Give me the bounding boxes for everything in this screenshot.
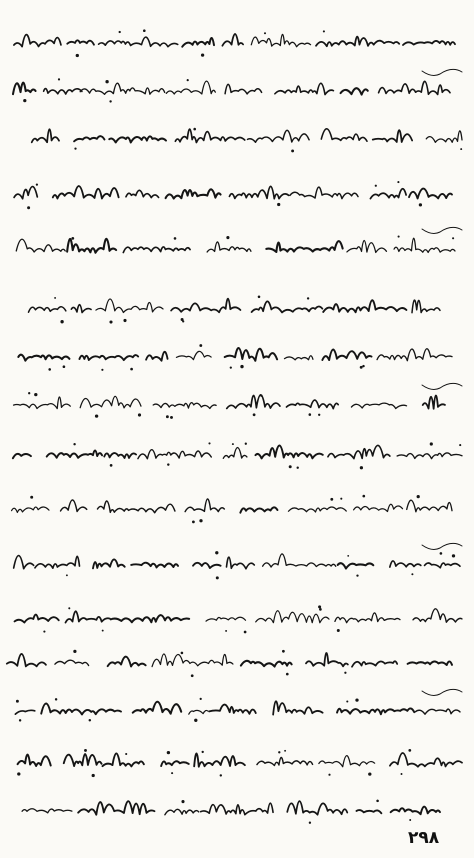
script-stroke [256,611,329,623]
script-stroke [423,396,445,409]
script-stroke [152,654,233,667]
script-dot [289,465,292,468]
marginal-note-stroke [422,689,462,695]
script-dot [68,607,70,609]
script-stroke [225,84,262,94]
script-stroke [32,129,59,142]
script-dot [244,631,247,634]
script-dot [34,393,37,396]
script-dot [109,100,111,102]
script-dot [309,822,311,824]
script-stroke [390,753,462,767]
script-dot [181,800,184,803]
script-dot [110,464,113,467]
script-dot [319,608,322,611]
script-stroke [123,247,190,253]
script-stroke [47,450,102,457]
script-stroke [138,450,211,459]
script-dot [375,185,377,187]
script-stroke [319,756,375,767]
script-stroke [225,348,277,361]
script-dot [408,749,411,752]
script-stroke [248,130,310,142]
marginal-note-stroke [422,543,462,549]
script-dot [330,498,333,501]
script-dot [253,413,256,416]
script-dot [73,443,75,445]
script-dot [360,366,363,369]
script-dot [232,443,234,445]
script-stroke [287,801,347,815]
script-dot [397,181,399,183]
script-dot [401,773,403,775]
script-stroke [223,448,247,459]
script-dot [278,751,280,753]
script-stroke [240,507,277,512]
script-stroke [175,129,244,142]
script-dot [282,650,285,653]
script-dot [460,148,462,150]
script-dot [355,698,358,701]
script-stroke [55,660,89,665]
script-dot [417,495,420,498]
script-stroke [227,395,280,409]
script-stroke [194,753,245,766]
script-dot [130,368,133,371]
script-stroke [67,40,94,44]
script-stroke [337,708,414,714]
script-dot [398,236,400,238]
script-dot [66,574,68,576]
script-stroke [338,563,374,568]
script-stroke [286,400,338,409]
script-stroke [44,89,82,94]
script-dot [60,320,63,323]
script-dot [109,320,112,323]
script-stroke [15,615,59,623]
script-stroke [78,801,154,815]
script-stroke [201,803,273,815]
script-stroke [351,403,406,408]
script-stroke [80,83,164,94]
script-stroke [74,136,104,141]
script-stroke [285,356,313,360]
script-dot [368,772,371,775]
script-stroke [171,299,240,313]
script-dot [360,466,363,469]
script-stroke [335,613,400,623]
script-dot [200,698,202,700]
script-stroke [35,556,80,568]
script-stroke [241,661,292,667]
script-stroke [407,500,452,512]
script-stroke [409,189,452,199]
script-stroke [373,130,412,142]
script-stroke [109,136,166,142]
script-stroke [165,809,199,814]
script-dot [277,203,280,206]
script-dot [226,236,229,239]
script-stroke [412,300,440,313]
script-stroke [182,38,214,47]
script-dot [245,443,247,445]
script-dot [297,467,299,469]
script-stroke [14,187,37,199]
script-dot [346,700,348,702]
script-stroke [206,617,245,621]
script-dot [30,496,33,499]
script-stroke [53,186,119,198]
script-dot [16,700,19,703]
script-dot [225,630,227,632]
script-stroke [341,88,368,94]
script-dot [344,672,346,674]
script-dot [23,99,26,102]
script-stroke [80,396,141,408]
script-dot [84,749,87,752]
script-dot [318,605,321,608]
script-stroke [377,349,452,361]
script-dot [187,79,189,81]
script-stroke [290,187,358,198]
script-dot [307,297,309,299]
script-dot [63,365,66,368]
script-stroke [266,241,342,252]
script-stroke [166,81,215,94]
script-stroke [255,446,322,459]
script-dot [73,650,76,653]
script-dot [291,149,294,152]
script-stroke [425,563,460,568]
page-number: ٢٩٨ [408,828,440,848]
script-dot [220,774,222,776]
script-dot [54,297,56,299]
script-dot [216,576,219,579]
script-stroke [251,34,310,46]
script-dot [208,442,210,444]
script-dot [95,414,98,417]
script-dot [167,463,169,465]
script-dot [125,753,127,755]
script-dot [362,365,364,367]
script-dot [123,319,126,322]
script-stroke [193,563,221,568]
script-stroke [323,300,406,312]
script-stroke [61,500,87,512]
script-dot [318,414,320,416]
script-stroke [22,809,72,813]
script-stroke [275,83,334,94]
marginal-note-stroke [422,227,462,233]
script-dot [459,444,461,446]
script-stroke [316,37,399,47]
script-dot [328,774,330,776]
script-stroke [108,657,146,667]
script-stroke [14,397,71,409]
script-dot [199,519,202,522]
script-stroke [64,754,102,766]
script-dot [143,29,146,32]
script-dot [258,296,261,299]
script-stroke [99,37,178,47]
script-stroke [97,501,174,513]
script-stroke [67,239,116,253]
script-stroke [161,761,189,766]
script-stroke [13,454,31,458]
script-stroke [263,554,336,567]
script-stroke [16,239,65,252]
script-dot [356,574,358,576]
script-stroke [146,352,167,361]
script-stroke [426,131,462,142]
script-stroke [352,661,397,666]
script-dot [309,413,312,416]
script-stroke [15,710,34,714]
script-stroke [356,810,381,813]
script-dot [138,413,141,416]
script-dot [119,31,121,33]
script-dot [27,206,30,209]
script-stroke [153,403,216,409]
script-dot [92,774,95,777]
script-dot [323,30,325,32]
script-dot [337,629,340,632]
script-dot [181,318,184,321]
script-stroke [229,186,288,198]
script-dot [192,521,195,524]
script-stroke [370,189,406,199]
script-dot [19,719,21,721]
script-stroke [403,41,455,45]
script-dot [170,416,173,419]
script-stroke [189,710,208,714]
script-dot [55,698,57,700]
script-stroke [79,355,138,360]
script-stroke [226,557,254,569]
script-stroke [126,190,159,197]
script-stroke [65,611,110,622]
script-dot [193,128,196,131]
script-dot [452,237,454,239]
script-dot [199,344,202,347]
script-stroke [185,499,224,512]
script-stroke [288,507,346,512]
script-dot [440,552,443,555]
script-stroke [14,556,34,569]
script-dot [102,630,104,632]
script-dot [181,652,184,655]
script-dot [76,54,79,57]
script-stroke [102,753,143,766]
script-dot [240,365,243,368]
script-stroke [18,355,69,361]
script-stroke [104,453,136,458]
script-stroke [111,615,189,622]
script-stroke [41,704,121,715]
script-stroke [390,561,421,567]
script-stroke [273,701,323,714]
script-dot [362,495,365,498]
script-dot [376,800,379,803]
script-dot [215,551,218,554]
script-dot [191,674,194,677]
script-stroke [252,301,323,312]
script-dot [409,819,411,821]
script-dot [89,719,91,721]
script-dot [411,573,413,575]
script-stroke [133,702,181,714]
script-dot [48,368,51,371]
script-stroke [96,299,163,313]
script-dot [74,147,76,149]
script-dot [260,395,262,397]
script-dot [43,631,45,633]
script-stroke [28,307,65,312]
script-dot [71,237,74,240]
script-stroke [408,661,452,665]
script-stroke [93,559,125,568]
script-stroke [71,305,91,313]
script-dot [17,772,20,775]
script-stroke [306,653,348,666]
script-stroke [391,807,440,815]
script-dot [347,555,349,557]
script-dot [340,498,342,500]
script-stroke [354,504,403,511]
script-dot [201,53,204,56]
script-stroke [397,453,462,459]
script-stroke [18,755,51,766]
script-dot [105,80,108,83]
script-dot [230,366,232,368]
script-dot [174,237,177,240]
script-stroke [347,240,387,252]
marginal-note-stroke [422,383,462,389]
script-dot [419,203,422,206]
script-stroke [166,189,221,198]
script-dot [452,554,455,557]
script-dot [167,751,170,754]
script-stroke [222,34,243,46]
script-stroke [328,445,390,458]
script-stroke [379,81,450,94]
script-stroke [7,654,46,666]
script-stroke [12,507,49,512]
script-stroke [209,705,256,714]
script-dot [286,673,289,676]
script-dot [430,442,433,445]
script-dot [58,78,60,80]
script-dot [166,415,169,418]
script-dot [36,183,38,185]
script-stroke [176,351,211,359]
script-stroke [415,709,460,714]
script-dot [284,750,286,752]
script-dot [28,392,30,394]
script-dot [101,369,103,371]
script-stroke [322,350,371,361]
script-stroke [257,757,313,765]
script-stroke [207,242,251,252]
script-stroke [413,609,462,622]
script-dot [264,32,266,34]
script-stroke [394,238,455,252]
script-stroke [13,83,36,94]
script-stroke [321,129,367,141]
script-dot [171,772,173,774]
script-dot [194,719,197,722]
script-dot [202,751,204,753]
script-stroke [131,563,178,568]
script-stroke [14,35,61,47]
marginal-note-stroke [422,69,462,75]
